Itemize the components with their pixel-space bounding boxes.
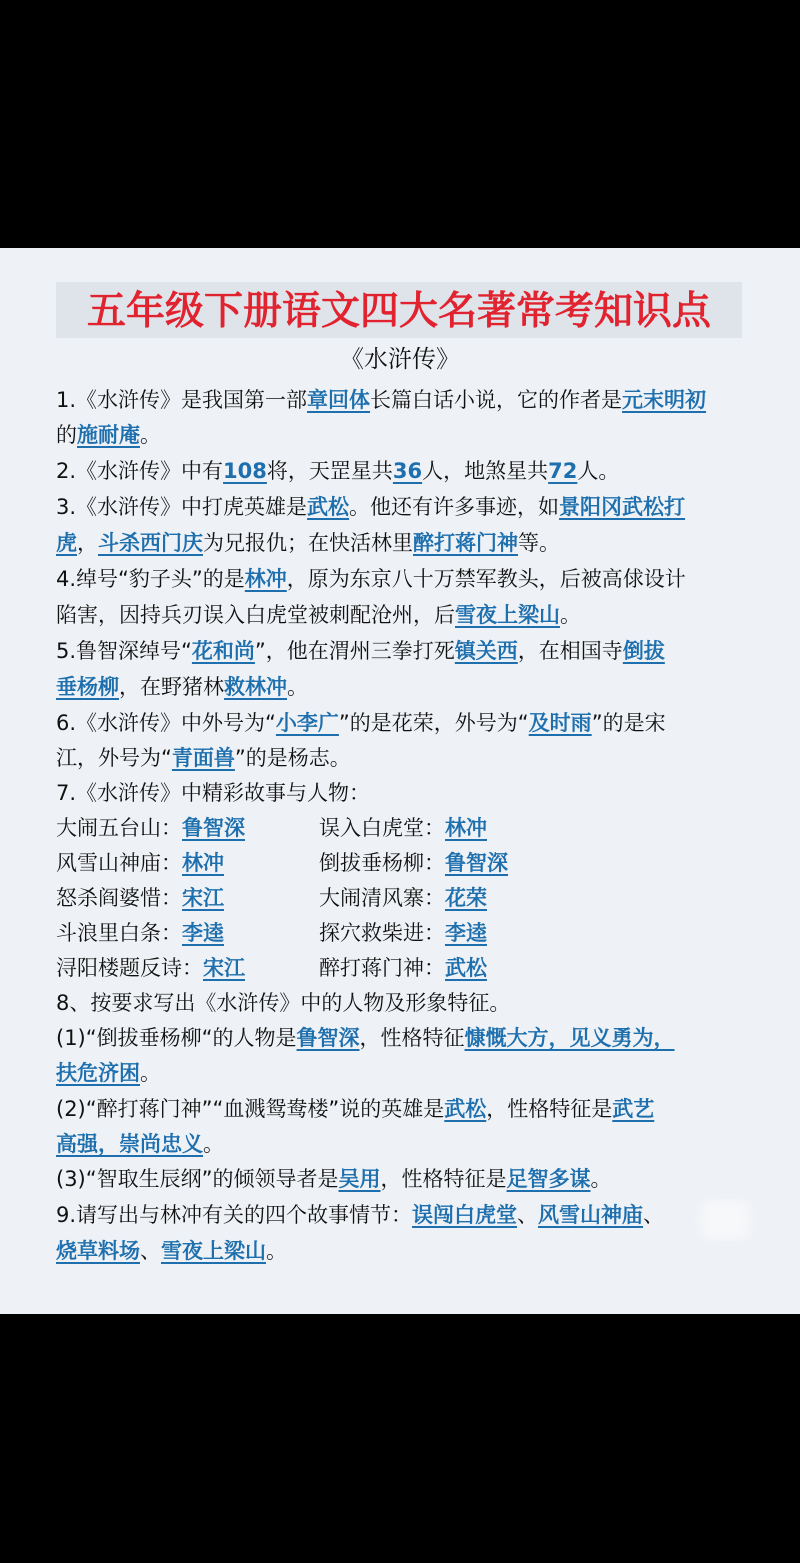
keyword: 雪夜上梁山: [455, 603, 560, 627]
keyword: 斗杀西门庆: [98, 531, 203, 555]
story-hero: 宋江: [203, 956, 245, 980]
question-3-line: [56, 1162, 612, 1196]
keyword: 倒拔: [622, 639, 665, 663]
text: 等。: [518, 531, 560, 555]
keyword: 醉打蒋门神: [413, 531, 518, 555]
keyword: 小李广: [275, 711, 339, 735]
story-name: 探穴救柴进：: [319, 921, 445, 945]
item-5-line-2: [56, 670, 308, 704]
story-row: [56, 951, 487, 985]
keyword: 景阳冈武松打: [559, 495, 686, 519]
text: 陷害，因持兵刃误入白虎堂被刺配沧州，后: [56, 603, 455, 627]
story-name: 误入白虎堂：: [319, 816, 445, 840]
keyword: 及时雨: [528, 711, 592, 735]
keyword: 武松: [444, 1097, 487, 1121]
text: 。: [590, 1167, 612, 1191]
story-name: 浔阳楼题反诗：: [56, 956, 203, 980]
question-1-line-2: [56, 1056, 161, 1090]
text: (3)“智取生辰纲”的倾领导者是: [56, 1167, 339, 1191]
item-9-line-2: [56, 1234, 287, 1268]
keyword: 章回体: [307, 388, 371, 412]
keyword: 足智多谋: [506, 1167, 591, 1191]
story-hero: 宋江: [182, 886, 224, 910]
keyword: 36: [392, 459, 423, 483]
story-hero: 武松: [445, 956, 487, 980]
keyword: 武松: [307, 495, 350, 519]
text: 。: [266, 1239, 287, 1263]
text: ，: [77, 531, 98, 555]
item-2-line-1: [56, 454, 619, 488]
story-hero: 鲁智深: [182, 816, 245, 840]
text: (2)“醉打蒋门神”“血溅鸳鸯楼”说的英雄是: [56, 1097, 445, 1121]
keyword: 鲁智深: [296, 1026, 360, 1050]
story-hero: 鲁智深: [445, 851, 508, 875]
text: ，性格特征是: [380, 1167, 507, 1191]
item-3-line-1: [56, 490, 685, 524]
keyword: 风雪山神庙: [538, 1203, 644, 1227]
text: 。: [140, 423, 161, 447]
keyword: 元末明初: [622, 388, 707, 412]
text: 的: [56, 423, 77, 447]
text: 。: [140, 1061, 161, 1085]
item-7-heading: [56, 776, 370, 810]
question-1-line-1: [56, 1021, 675, 1055]
story-hero: 花荣: [445, 886, 487, 910]
text: 人，地煞星共: [422, 459, 549, 483]
text: 。: [560, 603, 581, 627]
keyword: 镇关西: [454, 639, 518, 663]
text: 、: [140, 1239, 161, 1263]
story-hero: 林冲: [445, 816, 487, 840]
text: ”的是宋: [591, 711, 666, 735]
text: 7.《水浒传》中精彩故事与人物：: [56, 781, 371, 805]
story-name: 倒拔垂杨柳：: [319, 851, 445, 875]
item-6-line-1: [56, 706, 666, 740]
text: 将，天罡星共: [266, 459, 393, 483]
item-6-line-2: [56, 741, 351, 775]
text: 3.《水浒传》中打虎英雄是: [56, 495, 308, 519]
story-hero: 林冲: [182, 851, 224, 875]
keyword: 武艺: [612, 1097, 655, 1121]
story-name: 怒杀阎婆惜：: [56, 886, 182, 910]
keyword: 高强，崇尚忠义: [56, 1132, 203, 1156]
keyword: 花和尚: [191, 639, 255, 663]
keyword: 72: [548, 459, 578, 483]
keyword: 吴用: [338, 1167, 381, 1191]
keyword: 误闯白虎堂: [412, 1203, 518, 1227]
text: 人。: [577, 459, 620, 483]
text: 4.绰号“豹子头”的是: [56, 567, 245, 591]
story-hero: 李逵: [182, 921, 224, 945]
text: 8、按要求写出《水浒传》中的人物及形象特征。: [56, 991, 511, 1015]
text: ，原为东京八十万禁军教头，后被高俅设计: [286, 567, 686, 591]
story-row: [56, 881, 487, 915]
story-right: [319, 881, 487, 915]
item-4-line-2: [56, 598, 581, 632]
text: 。: [203, 1132, 224, 1156]
text: 6.《水浒传》中外号为“: [56, 711, 276, 735]
keyword: 雪夜上梁山: [161, 1239, 266, 1263]
story-row: [56, 916, 487, 950]
story-right: [319, 846, 508, 880]
story-name: 醉打蒋门神：: [319, 956, 445, 980]
text: 、: [517, 1203, 539, 1227]
text: 、: [643, 1203, 665, 1227]
text: 。他还有许多事迹，如: [349, 495, 560, 519]
keyword: 施耐庵: [77, 423, 140, 447]
item-9-line-1: [56, 1198, 664, 1232]
text: (1)“倒拔垂杨柳“的人物是: [56, 1026, 297, 1050]
keyword: 慷慨大方，见义勇为，: [464, 1026, 675, 1050]
item-8-heading: [56, 986, 510, 1020]
story-row: [56, 846, 508, 880]
item-4-line-1: [56, 562, 686, 596]
text: 1.《水浒传》是我国第一部: [56, 388, 308, 412]
text: ，性格特征是: [486, 1097, 613, 1121]
text: 2.《水浒传》中有: [56, 459, 224, 483]
text: ，在野猪林: [119, 675, 224, 699]
item-1-line-2: [56, 418, 161, 452]
text: 5.鲁智深绰号“: [56, 639, 192, 663]
keyword: 林冲: [244, 567, 287, 591]
story-right: [319, 951, 487, 985]
keyword: 虎: [56, 531, 77, 555]
text: ”的是花荣，外号为“: [338, 711, 529, 735]
keyword: 扶危济困: [56, 1061, 140, 1085]
page-title: 五年级下册语文四大名著常考知识点: [86, 289, 711, 334]
story-row: [56, 811, 487, 845]
story-name: 大闹五台山：: [56, 816, 182, 840]
text: 江，外号为“: [56, 746, 172, 770]
section-title: 《水浒传》: [340, 345, 460, 373]
text: ，性格特征: [359, 1026, 465, 1050]
watermark-logo: [700, 1200, 750, 1240]
text: ”的是杨志。: [234, 746, 351, 770]
keyword: 垂杨柳: [56, 675, 119, 699]
story-hero: 李逵: [445, 921, 487, 945]
item-1-line-1: [56, 383, 706, 417]
keyword: 烧草料场: [56, 1239, 140, 1263]
item-3-line-2: [56, 526, 560, 560]
keyword: 救林冲: [224, 675, 287, 699]
question-2-line-2: [56, 1127, 224, 1161]
story-right: [319, 811, 487, 845]
keyword: 108: [223, 459, 267, 483]
question-2-line-1: [56, 1092, 654, 1126]
text: 为兄报仇；在快活林里: [203, 531, 413, 555]
story-name: 风雪山神庙：: [56, 851, 182, 875]
text: 。: [287, 675, 308, 699]
text: ”，他在渭州三拳打死: [254, 639, 455, 663]
text: 9.请写出与林冲有关的四个故事情节：: [56, 1203, 413, 1227]
item-5-line-1: [56, 634, 665, 668]
text: ，在相国寺: [517, 639, 623, 663]
story-right: [319, 916, 487, 950]
text: 长篇白话小说，它的作者是: [370, 388, 623, 412]
story-name: 斗浪里白条：: [56, 921, 182, 945]
story-name: 大闹清风寨：: [319, 886, 445, 910]
keyword: 青面兽: [171, 746, 235, 770]
